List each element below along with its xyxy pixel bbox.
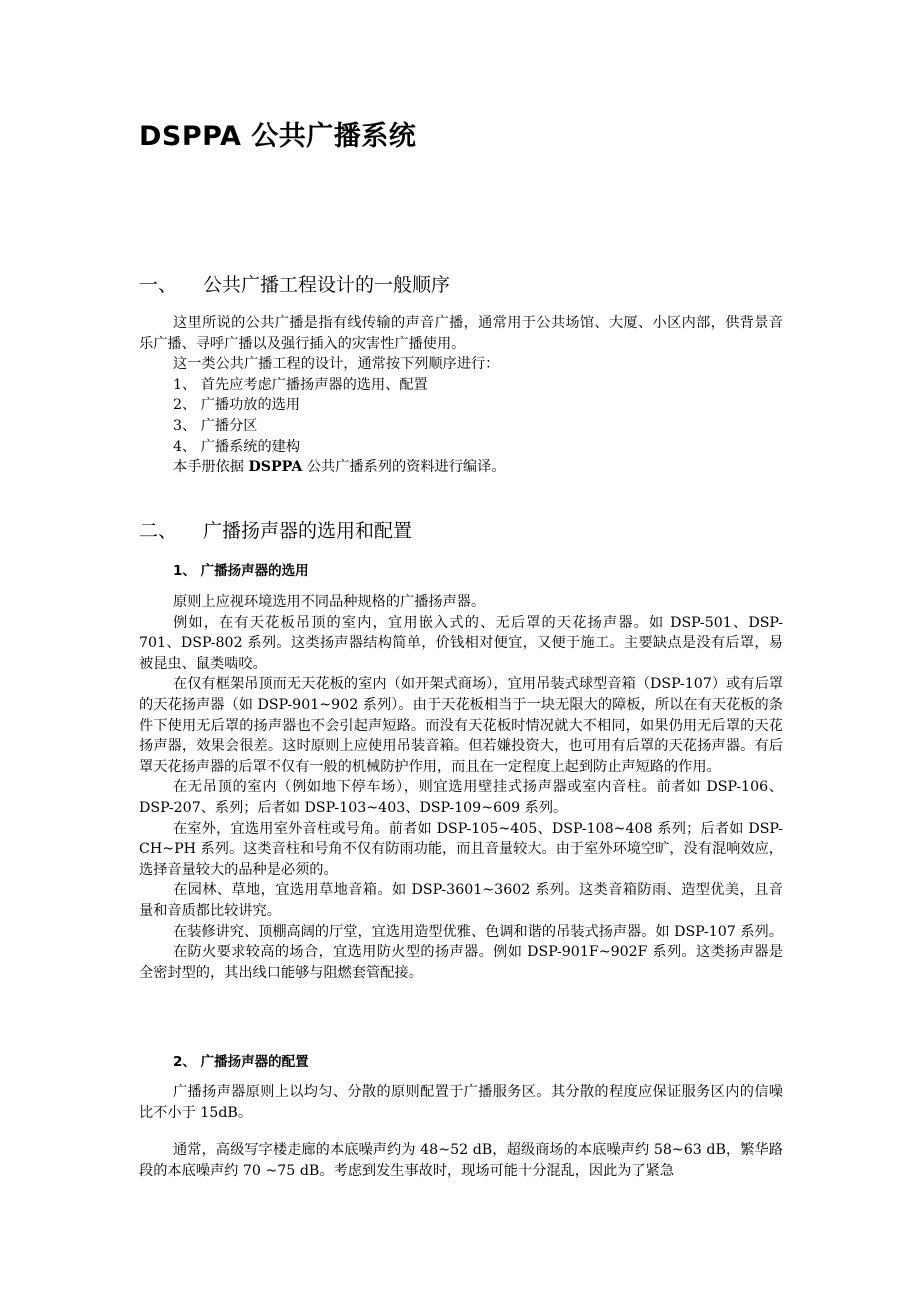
paragraph: 原则上应视环境选用不同品种规格的广播扬声器。 [173,594,486,610]
paragraph: 广播扬声器原则上以均匀、分散的原则配置于广播服务区。其分散的程度应保证服务区内的信噪比不小于 15dB。 [139,1084,783,1121]
paragraph: 在仅有框架吊顶而无天花板的室内（如开架式商场），宜用吊装式球型音箱（DSP-107）或有后罩的天花扬声器（如 DSP-901~902 系列）。由于天花板相当于一块无限大的障板，所以在有天花板的条件下使用无后罩的扬声器也不会引起声短路。而没有天花板时情况就大不相同，如果仍用无后罩的天花扬声器，效果会很差。这时原则上应使用吊装音箱。但若嫌投资大，也可用有后罩的天花扬声器。有后罩天花扬声器的后罩不仅有一般的机械防护作用，而且在一定程度上起到防止声短路的作用。 [139,676,783,775]
paragraph: 在防火要求较高的场合，宜选用防火型的扬声器。例如 DSP-901F~902F 系列。这类扬声器是全密封型的，其出线口能够与阻燃套管配接。 [139,944,783,981]
document-title: DSPPA 公共广播系统 [139,121,417,152]
list-item: 2、 广播功放的选用 [173,397,301,414]
section-2-number: 二、 [139,520,178,542]
section-1-heading [139,272,450,298]
section-2-heading [139,518,412,544]
brand-name: DSPPA [248,459,303,476]
paragraph: 在室外，宜选用室外音柱或号角。前者如 DSP-105~405、DSP-108~408 系列；后者如 DSP-CH~PH 系列。这类音柱和号角不仅有防雨功能，而且音量较大。由于室外环境空旷，没有混响效应，选择音量较大的品种是必须的。 [139,820,783,878]
paragraph: 这一类公共广播工程的设计，通常按下列顺序进行： [173,356,500,373]
paragraph: 在无吊顶的室内（例如地下停车场），则宜选用壁挂式扬声器或室内音柱。前者如 DSP-106、DSP-207、系列；后者如 DSP-103~403、DSP-109~609 系列。 [139,779,783,816]
section-2-title: 广播扬声器的选用和配置 [203,520,413,542]
subsection-2-body-continued [139,1140,783,1181]
paragraph: 这里所说的公共广播是指有线传输的声音广播，通常用于公共场馆、大厦、小区内部，供背景音乐广播、寻呼广播以及强行插入的灾害性广播使用。 [139,315,783,352]
section-1-number: 一、 [139,274,178,296]
subsection-1-body [139,592,783,983]
list-item: 1、 首先应考虑广播扬声器的选用、配置 [173,376,428,393]
subsection-1-title: 1、 广播扬声器的选用 [173,563,309,579]
list-item: 4、 广播系统的建构 [173,438,301,455]
subsection-2-title: 2、 广播扬声器的配置 [173,1054,309,1070]
paragraph: 在园林、草地，宜选用草地音箱。如 DSP-3601~3602 系列。这类音箱防雨、造型优美，且音量和音质都比较讲究。 [139,882,783,919]
subsection-2-body [139,1082,783,1123]
paragraph: 在装修讲究、顶棚高阔的厅堂，宜选用造型优雅、色调和谐的吊装式扬声器。如 DSP-107 系列。 [173,923,783,940]
paragraph: 例如，在有天花板吊顶的室内，宜用嵌入式的、无后罩的天花扬声器。如 DSP-501、DSP-701、DSP-802 系列。这类扬声器结构简单，价钱相对便宜，又便于施工。主要缺点是没有后罩，易被昆虫、鼠类啮咬。 [139,614,783,672]
section-1-body [139,313,783,478]
list-item: 3、 广播分区 [173,417,258,434]
section-1-title: 公共广播工程设计的一般顺序 [203,274,451,296]
paragraph: 通常，高级写字楼走廊的本底噪声约为 48~52 dB，超级商场的本底噪声约 58~63 dB，繁华路段的本底噪声约 70 ~75 dB。考虑到发生事故时，现场可能十分混乱，因此为了紧急 [139,1142,783,1179]
manual-note: 本手册依据 DSPPA 公共广播系列的资料进行编译。 [173,459,506,476]
